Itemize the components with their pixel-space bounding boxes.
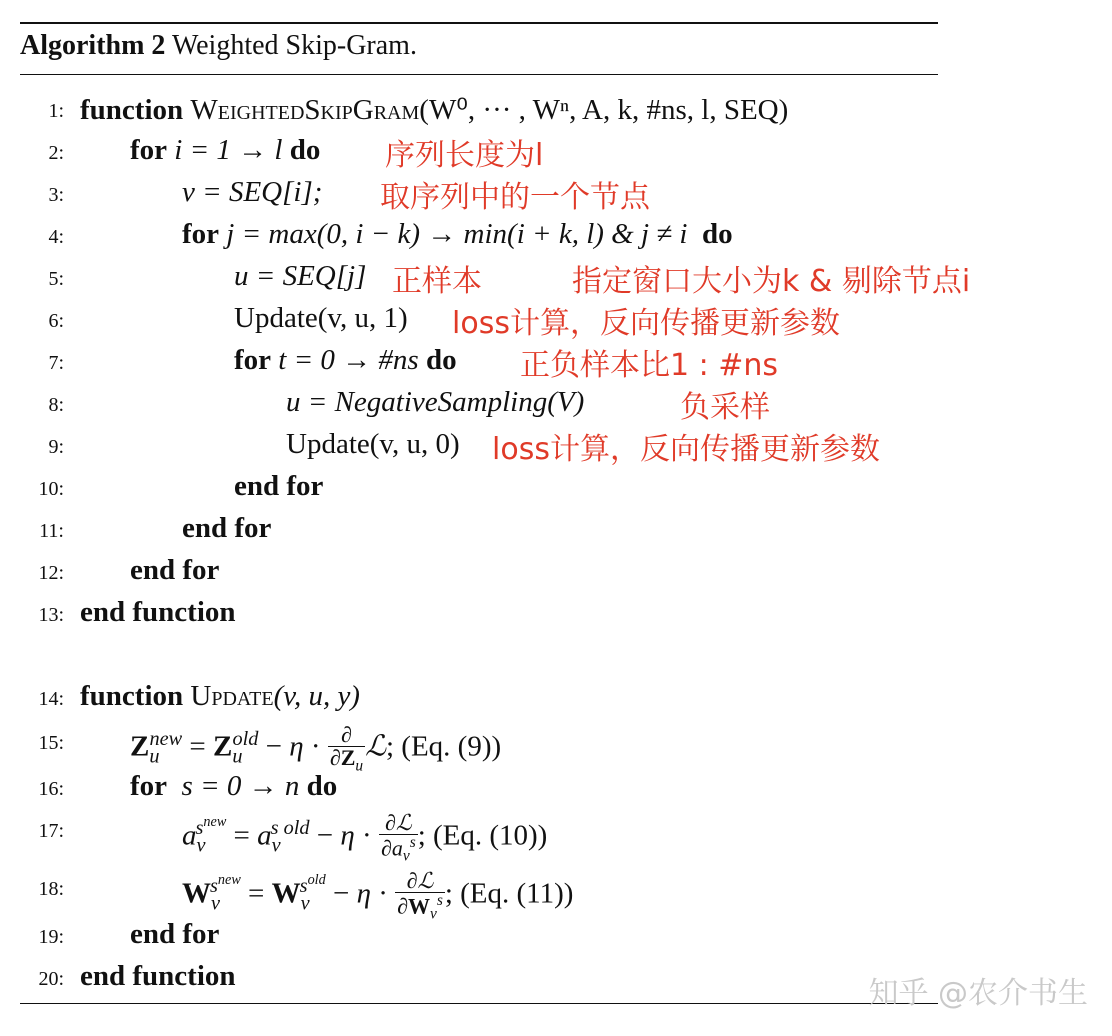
equation-ref: ; (Eq. (9))	[386, 730, 502, 763]
annotation: loss计算，反向传播更新参数	[452, 306, 840, 341]
annotation: 指定窗口大小为k & 剔除节点i	[572, 264, 971, 299]
line-number: 17:	[38, 820, 64, 842]
keyword: do	[289, 134, 321, 166]
loop-range: t = 0 → #ns	[278, 344, 419, 376]
loop-range: j = max(0, i − k) → min(i + k, l) & j ≠ i	[226, 218, 688, 250]
line-number: 10:	[38, 478, 64, 500]
annotation: 取序列中的一个节点	[380, 180, 650, 215]
line-number: 14:	[38, 688, 64, 710]
line-number: 2:	[48, 142, 64, 164]
algorithm-label: Algorithm 2	[20, 30, 166, 61]
line-number: 19:	[38, 926, 64, 948]
keyword: end for	[130, 554, 220, 586]
loop-range: i = 1 → l	[174, 134, 283, 166]
keyword: end for	[234, 470, 324, 502]
keyword: function	[80, 680, 184, 712]
line-number: 15:	[38, 732, 64, 754]
keyword: do	[425, 344, 457, 376]
line-number: 11:	[39, 520, 64, 542]
statement: Update(v, u, 0)	[286, 428, 460, 460]
top-rule	[20, 22, 938, 24]
statement: u = NegativeSampling(V)	[286, 386, 585, 418]
keyword: for	[234, 344, 272, 376]
annotation: 序列长度为l	[385, 138, 544, 173]
algorithm-title: Weighted Skip-Gram.	[171, 30, 417, 61]
keyword: end function	[80, 596, 236, 628]
keyword: end for	[182, 512, 272, 544]
line-number: 6:	[48, 310, 64, 332]
statement: u = SEQ[j]	[234, 260, 367, 292]
equation: $a_v^{s^{new}} = a_v^{s old} - \eta$ · $\frac{\text{∂ℒ}}{\partial a_v^s}$ ; (Eq. (10))	[182, 810, 548, 865]
annotation: 正样本	[392, 264, 482, 299]
statement: v = SEQ[i];	[182, 176, 323, 208]
keyword: end function	[80, 960, 236, 992]
annotation: 负采样	[680, 390, 770, 425]
equation-ref: ; (Eq. (11))	[444, 877, 574, 910]
keyword: for	[130, 134, 168, 166]
keyword: do	[702, 218, 733, 250]
algorithm-caption	[20, 30, 417, 62]
equation-ref: ; (Eq. (10))	[417, 819, 548, 852]
function-name: WeightedSkipGram	[190, 94, 420, 126]
function-args: (v, u, y)	[273, 680, 360, 712]
statement: Update(v, u, 1)	[234, 302, 408, 334]
loop-range: s = 0 → n	[181, 770, 300, 802]
line-number: 16:	[38, 778, 64, 800]
line-number: 18:	[38, 878, 64, 900]
line-number: 13:	[38, 604, 64, 626]
line-number: 3:	[48, 184, 64, 206]
line-number: 7:	[48, 352, 64, 374]
keyword: for	[130, 770, 168, 802]
equation: $W_v^{s^{new}} = W_v^{s^{old}} - \eta$ · $\frac{\text{∂ℒ}}{\partial W_v^s}$ ; (Eq. (11))	[182, 868, 574, 923]
keyword: function	[80, 94, 184, 126]
keyword: for	[182, 218, 220, 250]
bottom-rule	[20, 1003, 938, 1004]
line-number: 9:	[48, 436, 64, 458]
line-number: 4:	[48, 226, 64, 248]
line-number: 12:	[38, 562, 64, 584]
function-name: Update	[190, 680, 274, 712]
caption-rule	[20, 74, 938, 75]
watermark: 知乎 @农介书生	[868, 976, 1088, 1011]
line-number: 8:	[48, 394, 64, 416]
annotation: 正负样本比1 : #ns	[520, 348, 779, 383]
annotation: loss计算，反向传播更新参数	[492, 432, 880, 467]
equation: $Z_u^{new} = Z_u^{old} - \eta$ · $\frac{\partial}{\partial Z_u}$ ℒ; (Eq. (9))	[130, 722, 502, 775]
function-args: (W⁰, ··· , Wⁿ, A, k, #ns, l, SEQ)	[419, 94, 789, 126]
keyword: end for	[130, 918, 220, 950]
line-number: 20:	[38, 968, 64, 990]
line-number: 5:	[48, 268, 64, 290]
keyword: do	[306, 770, 338, 802]
line-number: 1:	[48, 100, 64, 122]
